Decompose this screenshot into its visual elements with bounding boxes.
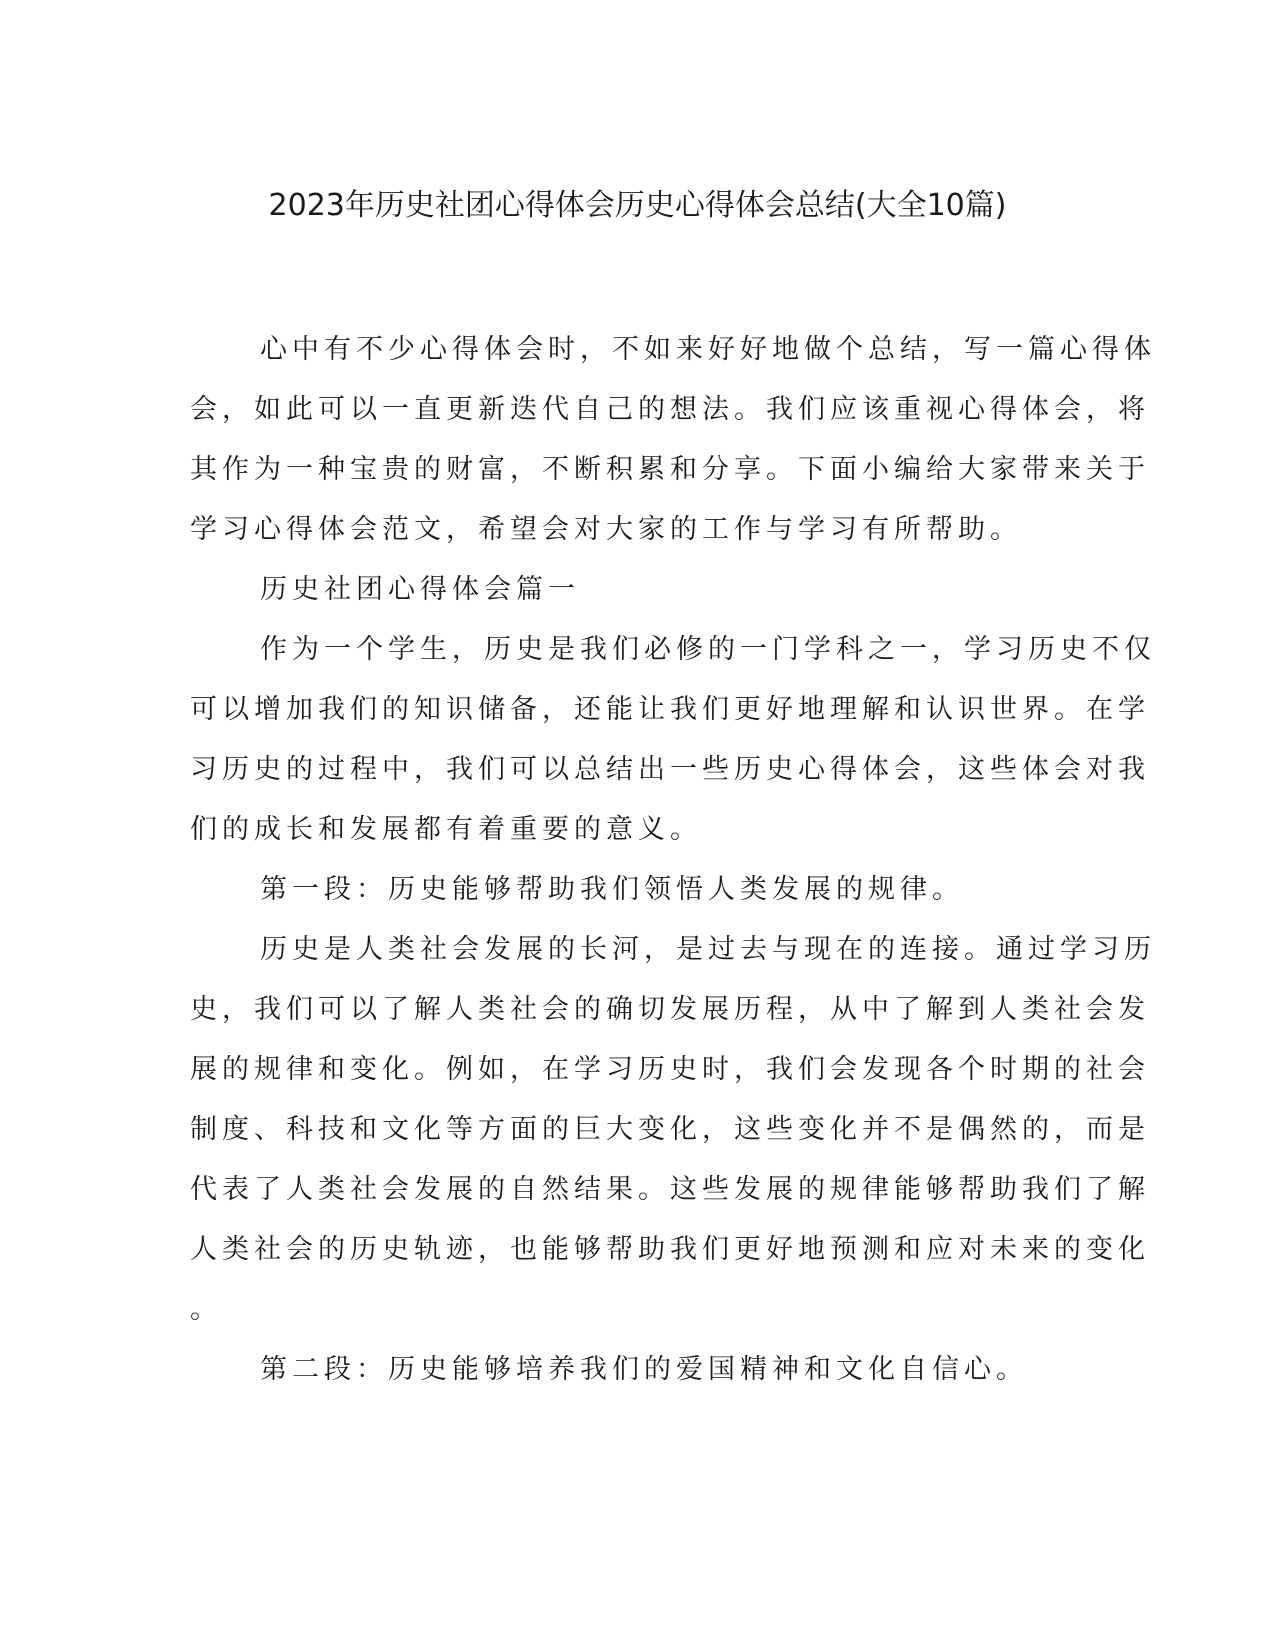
paragraph-line: 其作为一种宝贵的财富，不断积累和分享。下面小编给大家带来关于 [190,454,1150,485]
paragraph-line: 。 [190,1294,222,1325]
paragraph-line: 学习心得体会范文，希望会对大家的工作与学习有所帮助。 [190,514,1022,545]
paragraph-line: 习历史的过程中，我们可以总结出一些历史心得体会，这些体会对我 [190,754,1150,785]
paragraph-line: 心中有不少心得体会时，不如来好好地做个总结，写一篇心得体 [260,334,1156,365]
paragraph-line: 历史是人类社会发展的长河，是过去与现在的连接。通过学习历 [260,934,1156,965]
paragraph-line: 可以增加我们的知识储备，还能让我们更好地理解和认识世界。在学 [190,694,1150,725]
subsection-heading: 第二段：历史能够培养我们的爱国精神和文化自信心。 [260,1354,1028,1385]
subsection-heading: 第一段：历史能够帮助我们领悟人类发展的规律。 [260,874,964,905]
paragraph-line: 制度、科技和文化等方面的巨大变化，这些变化并不是偶然的，而是 [190,1114,1150,1145]
paragraph-line: 作为一个学生，历史是我们必修的一门学科之一，学习历史不仅 [260,634,1156,665]
paragraph-line: 会，如此可以一直更新迭代自己的想法。我们应该重视心得体会，将 [190,394,1150,425]
paragraph-line: 代表了人类社会发展的自然结果。这些发展的规律能够帮助我们了解 [190,1174,1150,1205]
section-heading: 历史社团心得体会篇一 [260,574,580,605]
paragraph-line: 展的规律和变化。例如，在学习历史时，我们会发现各个时期的社会 [190,1054,1150,1085]
paragraph-line: 们的成长和发展都有着重要的意义。 [190,814,702,845]
document-body [190,330,1156,1410]
document-title: 2023年历史社团心得体会历史心得体会总结(大全10篇) [268,188,1007,223]
paragraph-line: 人类社会的历史轨迹，也能够帮助我们更好地预测和应对未来的变化 [190,1234,1150,1265]
paragraph-line: 史，我们可以了解人类社会的确切发展历程，从中了解到人类社会发 [190,994,1150,1025]
